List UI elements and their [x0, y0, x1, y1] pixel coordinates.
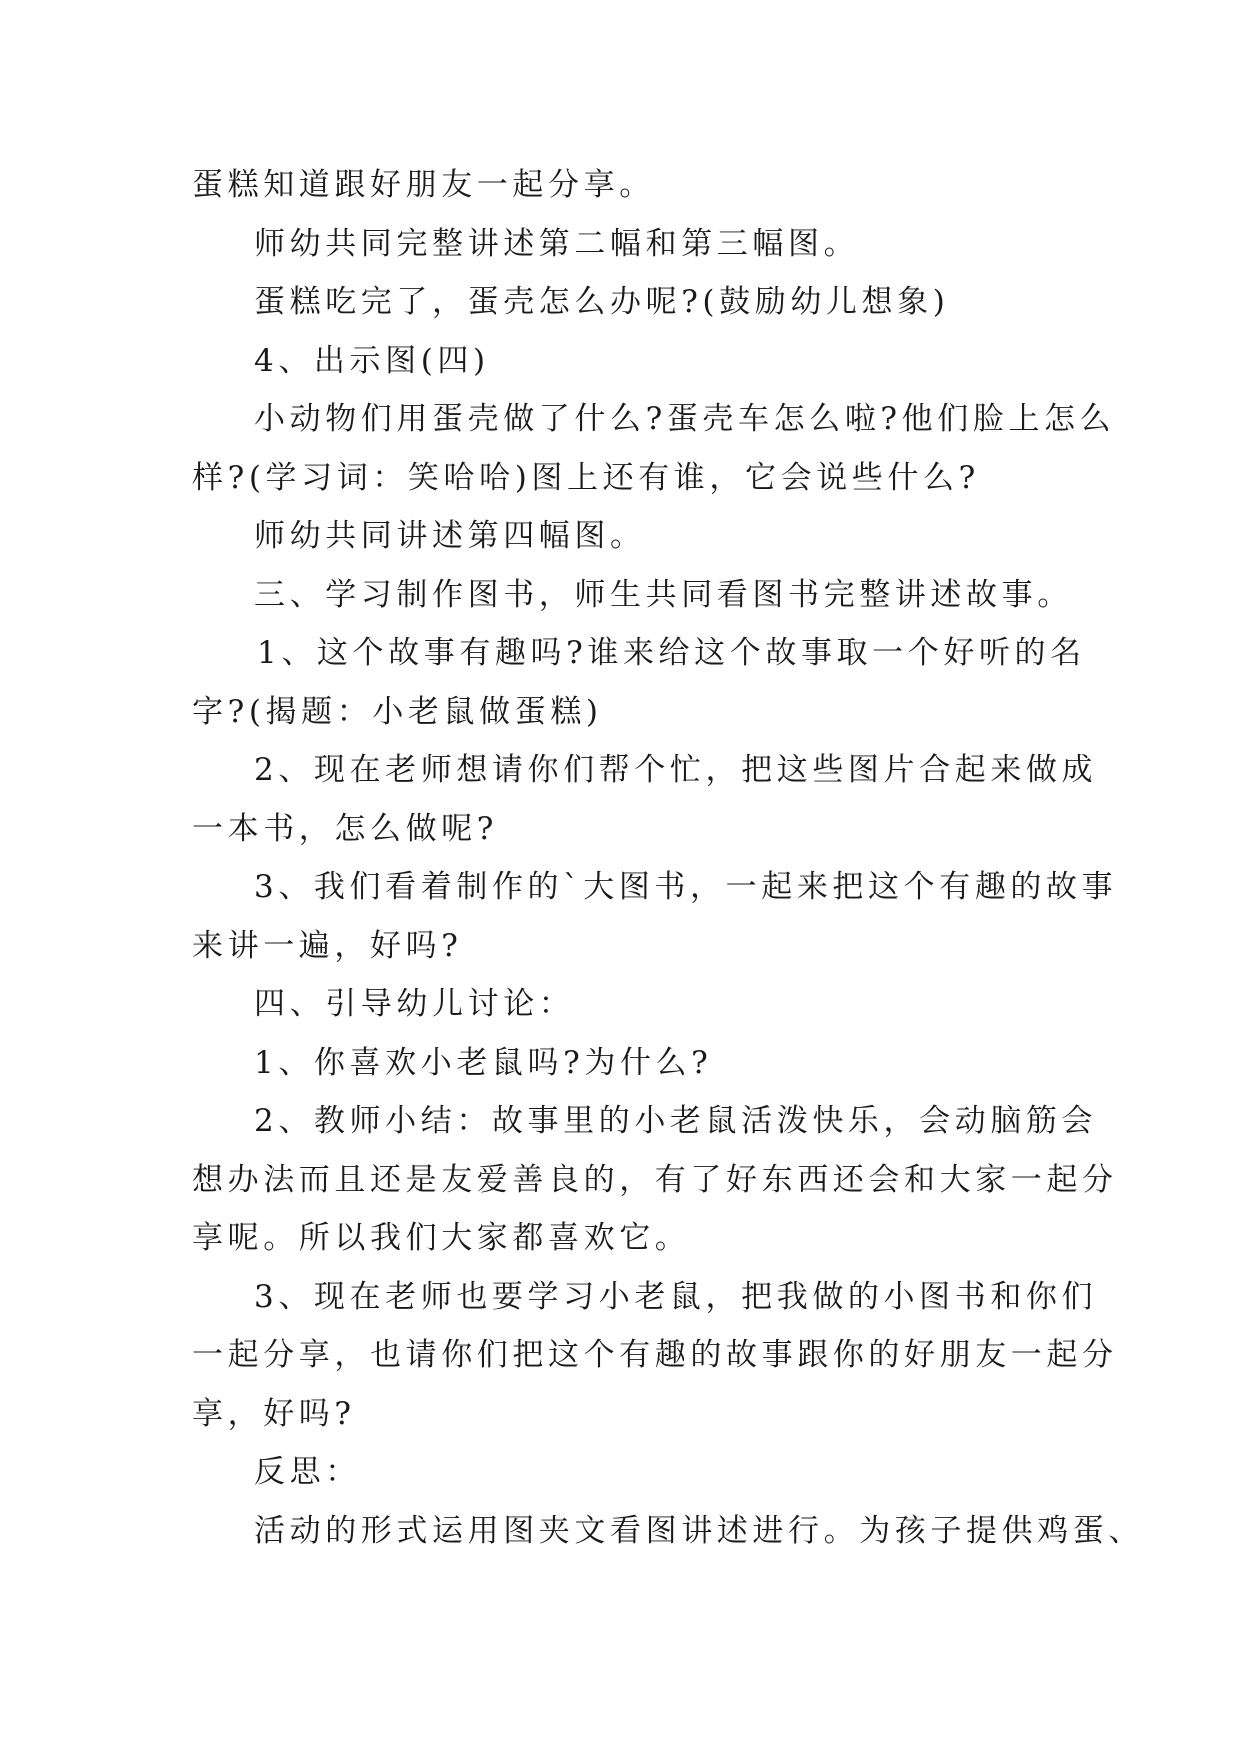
- text-line: 活动的形式运用图夹文看图讲述进行。为孩子提供鸡蛋、: [254, 1512, 1144, 1549]
- document-body: [192, 156, 1144, 1560]
- text-line: 享，好吗?: [192, 1395, 356, 1432]
- text-line: 2、教师小结：故事里的小老鼠活泼快乐，会动脑筋会: [254, 1103, 1098, 1139]
- text-line: 4、出示图(四): [254, 342, 490, 379]
- text-line: 3、现在老师也要学习小老鼠，把我做的小图书和你们: [254, 1278, 1098, 1315]
- text-line: 3、我们看着制作的`大图书，一起来把这个有趣的故事: [254, 869, 1118, 905]
- text-line: 2、现在老师想请你们帮个忙，把这些图片合起来做成: [254, 752, 1098, 788]
- text-line: 小动物们用蛋壳做了什么?蛋壳车怎么啦?他们脸上怎么: [254, 401, 1116, 437]
- section-heading: 四、引导幼儿讨论：: [254, 986, 575, 1022]
- text-line: 1、你喜欢小老鼠吗?为什么?: [254, 1044, 713, 1081]
- text-line: 一起分享，也请你们把这个有趣的故事跟你的好朋友一起分: [192, 1337, 1118, 1373]
- text-line: 样?(学习词：笑哈哈)图上还有谁，它会说些什么?: [192, 459, 980, 496]
- section-heading: 三、学习制作图书，师生共同看图书完整讲述故事。: [254, 576, 1073, 613]
- text-line: 师幼共同完整讲述第二幅和第三幅图。: [254, 225, 860, 262]
- text-line: 来讲一遍，好吗?: [192, 927, 463, 964]
- text-line: 师幼共同讲述第四幅图。: [254, 518, 646, 554]
- text-line: 字?(揭题：小老鼠做蛋糕): [192, 693, 603, 730]
- text-line: 享呢。所以我们大家都喜欢它。: [192, 1220, 691, 1256]
- text-line: 蛋糕吃完了，蛋壳怎么办呢?(鼓励幼儿想象): [254, 284, 950, 320]
- text-line: 蛋糕知道跟好朋友一起分享。: [192, 167, 655, 203]
- text-line: 想办法而且还是友爱善良的，有了好东西还会和大家一起分: [192, 1161, 1118, 1198]
- section-heading: 反思：: [254, 1454, 361, 1490]
- text-line: 一本书，怎么做呢?: [192, 810, 499, 847]
- text-line: 1、这个故事有趣吗?谁来给这个故事取一个好听的名: [257, 635, 1086, 671]
